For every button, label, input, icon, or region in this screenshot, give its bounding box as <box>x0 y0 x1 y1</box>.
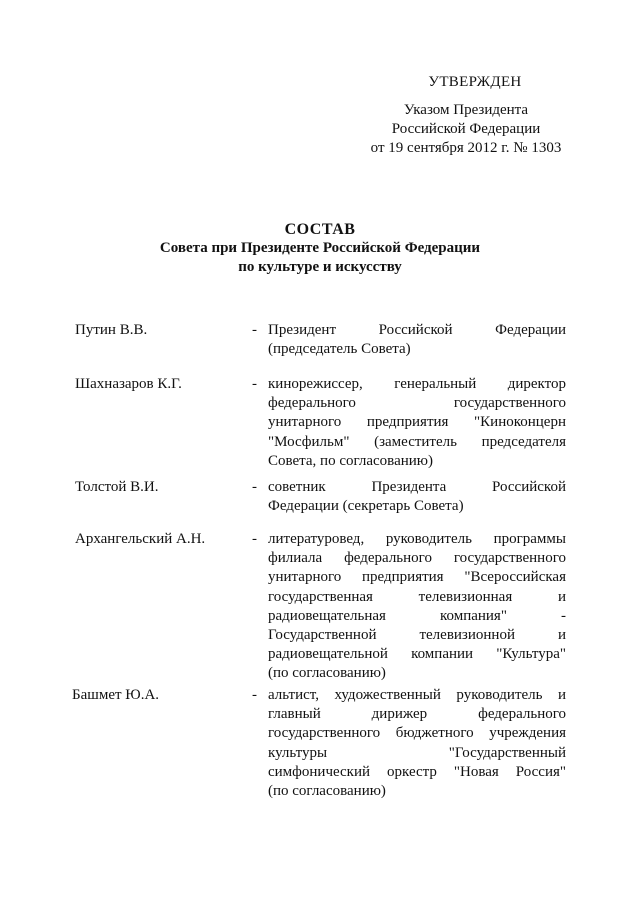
approval-heading: УТВЕРЖДЕН <box>428 74 522 90</box>
role-line: унитарного предприятия "Киноконцерн <box>268 414 566 431</box>
role-line: унитарного предприятия "Всероссийская <box>268 569 566 586</box>
member-name: Толстой В.И. <box>75 479 159 495</box>
member-name: Шахназаров К.Г. <box>75 376 182 392</box>
role-line: советник Президента Российской <box>268 479 566 495</box>
role-line: филиала федерального государственного <box>268 550 566 567</box>
role-line: (председатель Совета) <box>268 341 411 358</box>
member-dash: - <box>252 322 257 338</box>
role-line: симфонический оркестр "Новая Россия" <box>268 763 566 780</box>
role-line: кинорежиссер, генеральный директор <box>268 376 566 392</box>
member-role <box>268 530 566 684</box>
role-line: Президент Российской Федерации <box>268 322 566 338</box>
role-line: "Мосфильм" (заместитель председателя <box>268 433 566 450</box>
member-name: Башмет Ю.А. <box>72 687 160 703</box>
role-line: радиовещательной компании "Культура" <box>268 646 566 663</box>
member-name: Архангельский А.Н. <box>75 531 206 547</box>
member-dash: - <box>252 687 257 703</box>
member-dash: - <box>252 479 257 495</box>
role-line: (по согласованию) <box>268 665 386 682</box>
approval-line: Российской Федерации <box>391 121 541 137</box>
member-name: Путин В.В. <box>75 322 148 338</box>
role-line: Государственной телевизионной и <box>268 627 566 644</box>
title-line: по культуре и искусству <box>238 259 402 275</box>
role-line: литературовед, руководитель программы <box>268 531 566 547</box>
member-dash: - <box>252 376 257 392</box>
role-line: главный дирижер федерального <box>268 706 566 723</box>
title-main: СОСТАВ <box>284 221 356 238</box>
role-line: радиовещательная компания" - <box>268 607 566 624</box>
role-line: федерального государственного <box>268 395 566 412</box>
document-title <box>0 220 640 277</box>
role-line: альтист, художественный руководитель и <box>268 687 566 703</box>
approval-stamp <box>360 73 572 158</box>
role-line: культуры "Государственный <box>268 744 566 761</box>
member-role <box>268 686 566 801</box>
role-line: Совета, по согласованию) <box>268 452 433 469</box>
role-line: государственная телевизионная и <box>268 588 566 605</box>
approval-line: Указом Президента <box>403 102 529 118</box>
role-line: государственного бюджетного учреждения <box>268 725 566 742</box>
title-line: Совета при Президенте Российской Федерации <box>159 240 481 256</box>
approval-line: от 19 сентября 2012 г. № 1303 <box>370 140 562 156</box>
role-line: (по согласованию) <box>268 783 386 800</box>
member-role <box>268 375 566 471</box>
member-dash: - <box>252 531 257 547</box>
member-role <box>268 478 566 516</box>
role-line: Федерации (секретарь Совета) <box>268 498 464 515</box>
member-role <box>268 321 566 359</box>
